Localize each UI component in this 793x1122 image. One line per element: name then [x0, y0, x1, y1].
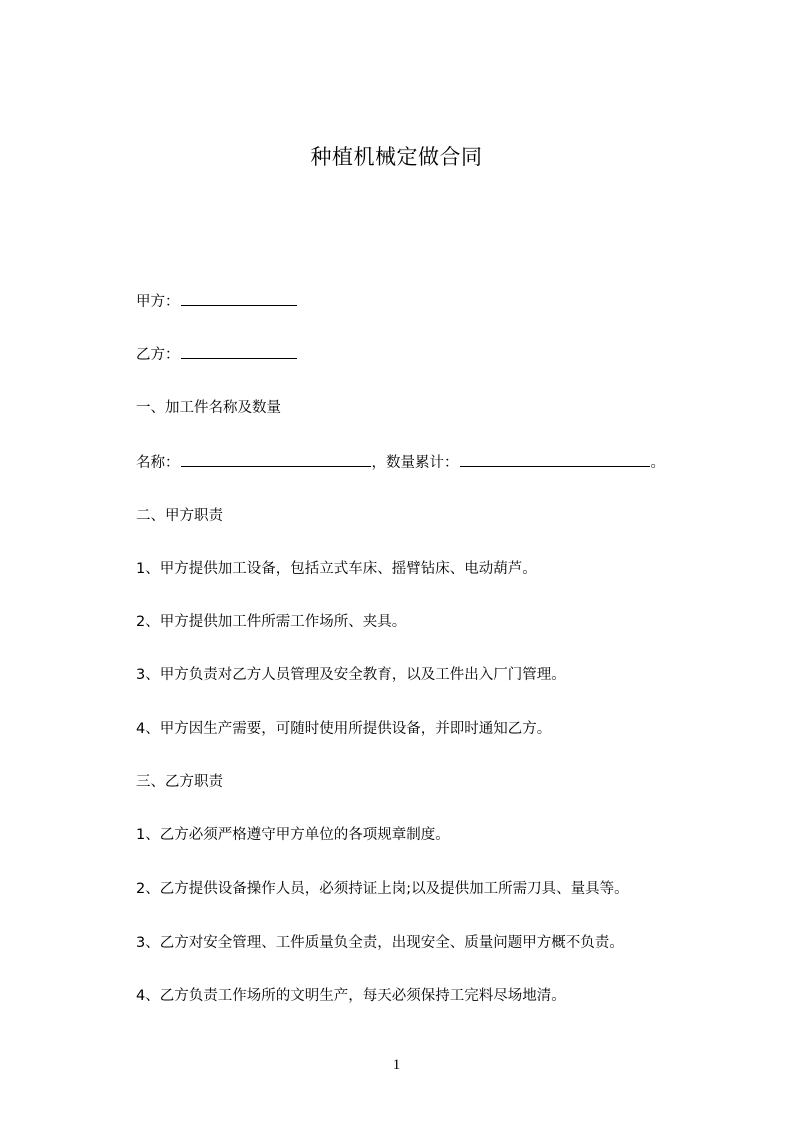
- section2-item-4: 4、甲方因生产需要，可随时使用所提供设备，并即时通知乙方。: [136, 721, 552, 737]
- quantity-blank: [460, 452, 650, 467]
- name-quantity-line: [136, 452, 665, 473]
- party-a-line: [136, 291, 298, 312]
- section3-item-4: 4、乙方负责工作场所的文明生产，每天必须保持工完料尽场地清。: [136, 988, 566, 1004]
- section3-heading: 三、乙方职责: [136, 774, 223, 790]
- party-b-line: [136, 344, 298, 365]
- section2-heading: 二、甲方职责: [136, 508, 223, 524]
- section3-item-3: 3、乙方对安全管理、工件质量负全责，出现安全、质量问题甲方概不负责。: [136, 935, 624, 951]
- party-b-label: 乙方：: [136, 347, 180, 363]
- section1-heading: 一、加工件名称及数量: [136, 400, 281, 416]
- quantity-label: ，数量累计：: [371, 455, 459, 471]
- section2-item-1: 1、甲方提供加工设备，包括立式车床、摇臂钻床、电动葫芦。: [136, 561, 537, 577]
- page-number: 1: [392, 1057, 401, 1073]
- document-title: 种植机械定做合同: [310, 145, 483, 169]
- section3-item-1: 1、乙方必须严格遵守甲方单位的各项规章制度。: [136, 827, 450, 843]
- party-a-blank: [181, 291, 297, 306]
- party-a-label: 甲方：: [136, 294, 180, 310]
- party-b-blank: [181, 344, 297, 359]
- section2-item-3: 3、甲方负责对乙方人员管理及安全教育，以及工件出入厂门管理。: [136, 667, 566, 683]
- section3-item-2: 2、乙方提供设备操作人员，必须持证上岗;以及提供加工所需刀具、量具等。: [136, 881, 629, 897]
- name-label: 名称：: [136, 455, 180, 471]
- name-blank: [181, 452, 371, 467]
- line-period: 。: [650, 455, 665, 471]
- section2-item-2: 2、甲方提供加工件所需工作场所、夹具。: [136, 614, 407, 630]
